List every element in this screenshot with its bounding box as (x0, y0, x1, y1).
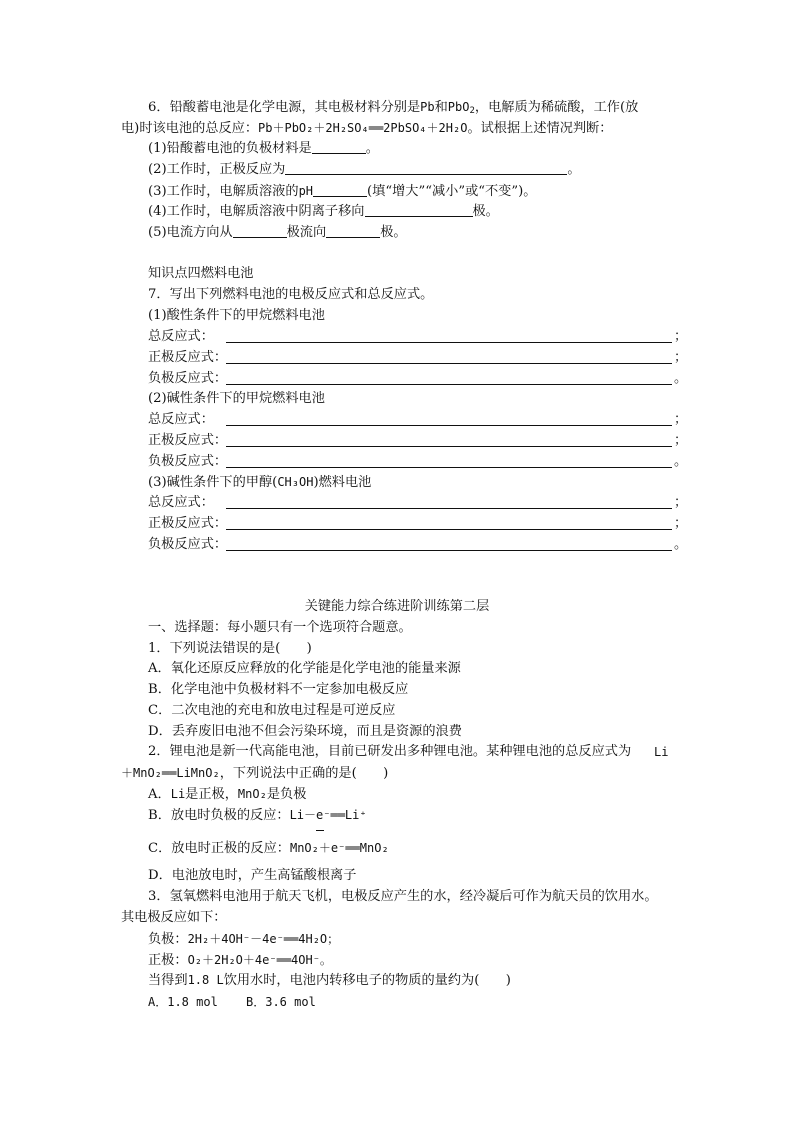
q3-pos-equation: O₂＋2H₂O＋4e⁻══4OH⁻。 (187, 953, 332, 967)
q2-line1 (148, 742, 631, 762)
q7-s2-neg-label: 负极反应式： (148, 454, 228, 469)
q3-neg-equation: 2H₂＋4OH⁻－4e⁻══4H₂O； (187, 932, 340, 946)
answer-line[interactable] (226, 508, 672, 509)
q3-option-a: A．1.8 mol (148, 995, 218, 1009)
answer-line[interactable] (226, 446, 672, 447)
q3-negative (148, 929, 339, 950)
q2-li: Li (654, 745, 669, 759)
answer-blank[interactable] (233, 223, 287, 238)
q6-line1-text: 6．铅酸蓄电池是化学电源，其电极材料分别是 (148, 100, 421, 115)
semicolon: ； (674, 495, 688, 510)
q3-option-b: B．3.6 mol (246, 995, 316, 1009)
answer-blank[interactable] (285, 160, 567, 175)
q2-a-pre: A． (148, 787, 171, 802)
q6-pb: Pb (420, 100, 435, 114)
q1-option-b: B．化学电池中负极材料不一定参加电极反应 (148, 682, 409, 697)
minus-mark (316, 830, 324, 831)
semicolon: ； (674, 412, 688, 427)
answer-blank[interactable] (313, 182, 367, 197)
q6-part2-text: (2)工作时，正极反应为 (148, 162, 286, 177)
q2-a-li: Li (170, 787, 186, 801)
q3-stem (148, 970, 511, 991)
q6-part5-mid: 极流向 (286, 225, 327, 240)
q6-part3-post: (填“增大”“减小”或“不变”)。 (367, 184, 537, 199)
q6-line1 (148, 97, 638, 118)
q3-stem-pre: 当得到 (148, 973, 188, 988)
period: 。 (674, 454, 688, 469)
q3-line2: 其电极反应如下： (121, 910, 227, 925)
q3-positive (148, 950, 332, 971)
q2-line1-text: 2．锂电池是新一代高能电池，目前已研发出多种锂电池。某种锂电池的总反应式为 (148, 744, 632, 759)
q2-a-post: 是负极 (266, 787, 307, 802)
q6-part5-pre: (5)电流方向从 (148, 225, 233, 240)
semicolon: ； (674, 433, 688, 448)
period: 。 (674, 371, 688, 386)
q7-sub3-pre: (3)碱性条件下的甲醇( (148, 475, 278, 490)
kp4-heading: 知识点四燃料电池 (148, 266, 254, 281)
answer-line[interactable] (226, 384, 672, 385)
answer-blank[interactable] (312, 139, 366, 154)
q6-part2-end: 。 (567, 162, 581, 177)
answer-line[interactable] (226, 363, 672, 364)
section-intro: 一、选择题：每小题只有一个选项符合题意。 (148, 620, 412, 635)
q2-option-a (148, 784, 306, 805)
q6-part5 (148, 223, 407, 243)
q1-option-d: D．丢弃废旧电池不但会污染环境，而且是资源的浪费 (148, 724, 462, 739)
q7-s2-pos-label: 正极反应式： (148, 433, 228, 448)
q6-part4-end: 极。 (472, 204, 499, 219)
q3-line1: 3．氢氧燃料电池用于航天飞机，电极反应产生的水，经冷凝后可作为航天员的饮用水。 (148, 889, 658, 904)
q7-s3-pos-label: 正极反应式： (148, 516, 228, 531)
q3-stem-post: 饮用水时，电池内转移电子的物质的量约为( ) (223, 973, 511, 988)
q6-part1-end: 。 (365, 141, 379, 156)
q6-part4 (148, 202, 499, 222)
answer-line[interactable] (226, 425, 672, 426)
answer-line[interactable] (226, 529, 672, 530)
q2-option-b (148, 805, 367, 826)
section-title: 关键能力综合练进阶训练第二层 (304, 599, 490, 614)
q6-line2-pre: 电)时该电池的总反应： (121, 121, 259, 136)
q2-option-c (148, 838, 389, 859)
q2-b-equation: Li－e⁻══Li⁺ (289, 808, 367, 822)
q6-pbo2-text: PbO (447, 100, 470, 114)
q6-pbo2: PbO$_2$ (447, 100, 475, 116)
q7-s3-total-label: 总反应式： (148, 495, 214, 510)
q2-a-mno2: MnO₂ (237, 787, 267, 801)
q7-sub3-post: )燃料电池 (313, 475, 372, 490)
answer-line[interactable] (226, 342, 672, 343)
q6-total-equation: Pb＋PbO₂＋2H₂SO₄══2PbSO₄＋2H₂O (258, 121, 468, 135)
q2-line2-post: ，下列说法中正确的是( ) (219, 766, 389, 781)
semicolon: ； (674, 516, 688, 531)
q6-part3 (148, 181, 536, 202)
q7-s1-pos-label: 正极反应式： (148, 350, 228, 365)
q3-neg-label: 负极： (148, 932, 188, 947)
q6-part3-pre: (3)工作时，电解质溶液的 (148, 184, 299, 199)
semicolon: ； (674, 350, 688, 365)
q7-s1-total-label: 总反应式： (148, 329, 214, 344)
q6-part2 (148, 160, 581, 180)
period: 。 (674, 537, 688, 552)
q6-part4-text: (4)工作时，电解质溶液中阴离子移向 (148, 204, 365, 219)
semicolon: ； (674, 329, 688, 344)
q6-part1-text: (1)铅酸蓄电池的负极材料是 (148, 141, 312, 156)
q2-total-equation: ＋MnO₂══LiMnO₂ (121, 766, 220, 780)
q6-line1-post: ，电解质为稀硫酸，工作(放 (474, 100, 639, 115)
q7-stem: 7．写出下列燃料电池的电极反应式和总反应式。 (148, 287, 434, 302)
q7-s1-neg-label: 负极反应式： (148, 371, 228, 386)
q6-line2-post: 。试根据上述情况判断： (467, 121, 613, 136)
q2-b-pre: B．放电时负极的反应： (148, 808, 290, 823)
q7-s3-neg-label: 负极反应式： (148, 537, 228, 552)
q3-volume: 1.8 L (187, 973, 224, 987)
q7-s2-total-label: 总反应式： (148, 412, 214, 427)
q6-part5-end: 极。 (380, 225, 407, 240)
q2-line2 (121, 763, 388, 784)
answer-line[interactable] (226, 467, 672, 468)
q1-stem: 1．下列说法错误的是( ) (148, 641, 312, 656)
q7-sub1-heading: (1)酸性条件下的甲烷燃料电池 (148, 308, 325, 323)
answer-blank[interactable] (326, 223, 380, 238)
q3-pos-label: 正极： (148, 953, 188, 968)
q7-sub2-heading: (2)碱性条件下的甲烷燃料电池 (148, 391, 325, 406)
q1-option-a: A．氧化还原反应释放的化学能是化学电池的能量来源 (148, 661, 461, 676)
q1-option-c: C．二次电池的充电和放电过程是可逆反应 (148, 703, 396, 718)
answer-blank[interactable] (365, 202, 473, 217)
q2-a-mid: 是正极， (185, 787, 238, 802)
q2-c-equation: MnO₂＋e⁻══MnO₂ (289, 841, 389, 855)
q2-option-d: D．电池放电时，产生高锰酸根离子 (148, 868, 357, 883)
q6-ph: pH (298, 184, 314, 198)
q6-and: 和 (434, 100, 448, 115)
q7-sub3-heading (148, 472, 371, 493)
q6-part1 (148, 139, 379, 159)
methanol-formula: CH₃OH (277, 475, 314, 489)
q2-c-pre: C．放电时正极的反应： (148, 841, 290, 856)
answer-line[interactable] (226, 550, 672, 551)
q6-line2 (121, 118, 613, 139)
